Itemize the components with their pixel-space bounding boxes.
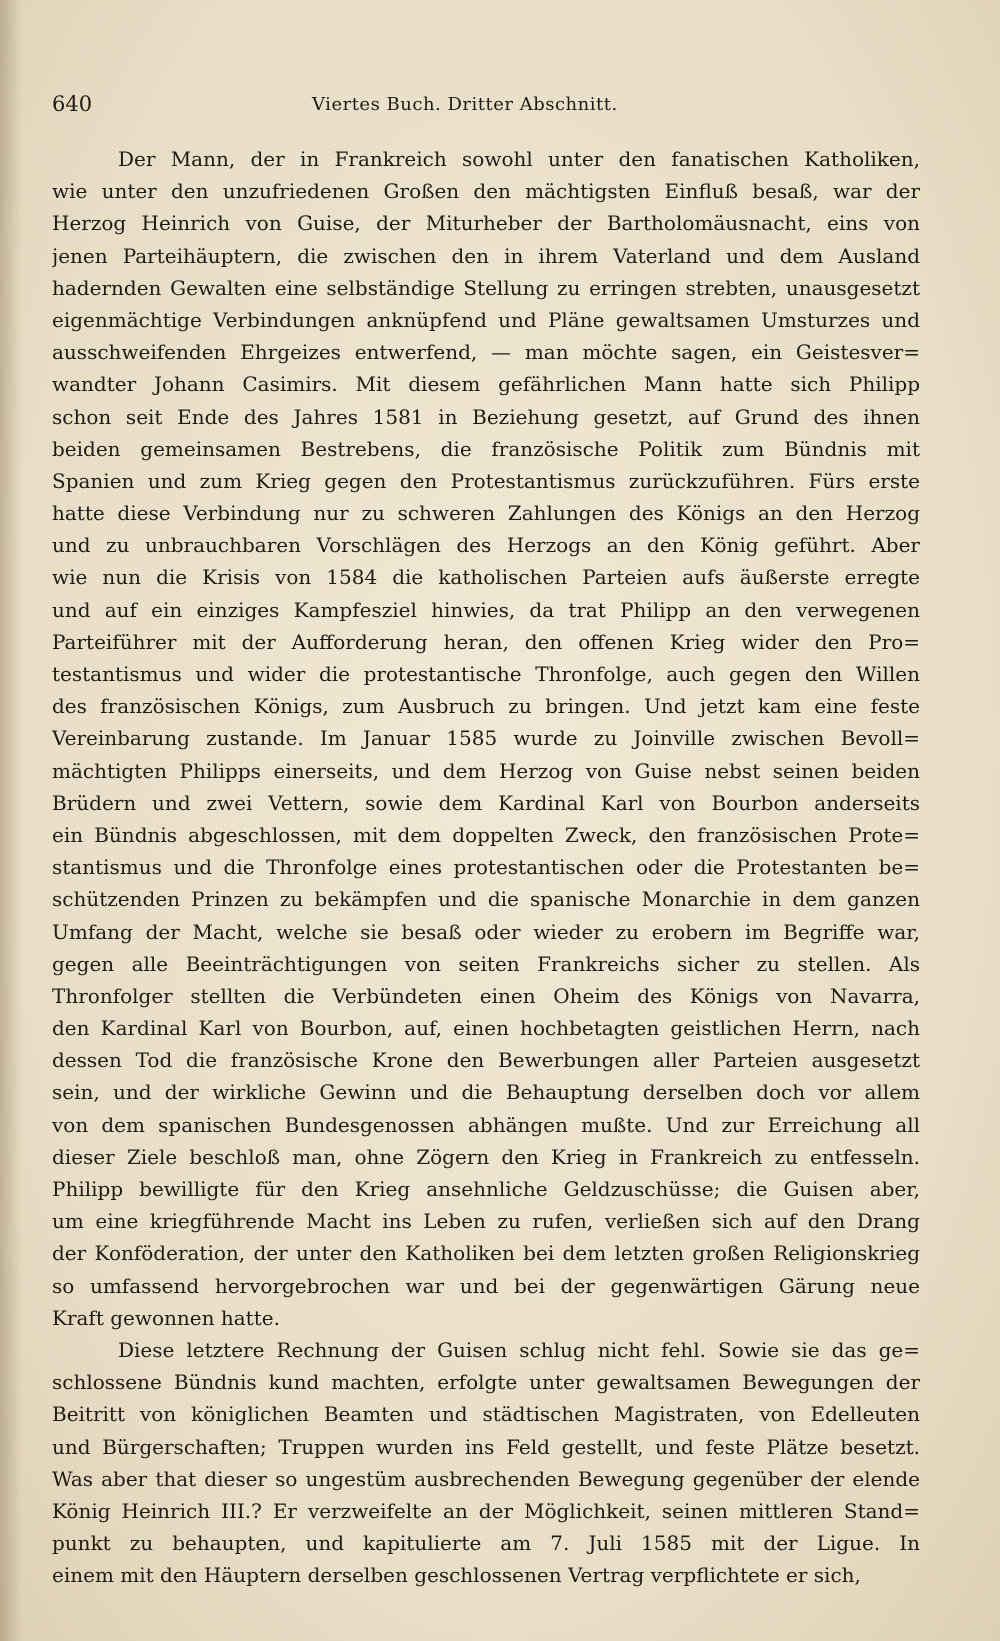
text-line: Umfang der Macht, welche sie besaß oder wieder zu erobern im Begriffe war, (52, 919, 920, 944)
text-line: dieser Ziele beschloß man, ohne Zögern den Krieg in Frankreich zu entfesseln. (52, 1144, 920, 1169)
text-line: Diese letztere Rechnung der Guisen schlug nicht fehl. Sowie sie das ge= (118, 1337, 920, 1362)
text-line: jenen Parteihäuptern, die zwischen den in ihrem Vaterland und dem Ausland (52, 243, 920, 268)
text-line: Der Mann, der in Frankreich sowohl unter den fanatischen Katholiken, (118, 147, 920, 171)
text-line: der Konföderation, der unter den Katholiken bei dem letzten großen Religionskrieg (52, 1241, 920, 1266)
text-line: Was aber that dieser so ungestüm ausbrechenden Bewegung gegenüber der elende (52, 1466, 920, 1491)
text-line: Thronfolger stellten die Verbündeten einen Oheim des Königs von Navarra, (52, 983, 920, 1008)
page-header (52, 92, 940, 124)
text-line: Beitritt von königlichen Beamten und städtischen Magistraten, von Edelleuten (52, 1402, 920, 1427)
text-line: König Heinrich III.? Er verzweifelte an der Möglichkeit, seinen mittleren Stand= (52, 1498, 920, 1523)
text-line: Herzog Heinrich von Guise, der Miturheber der Bartholomäusnacht, eins von (52, 211, 920, 236)
text-line: stantismus und die Thronfolge eines protestantischen oder die Protestanten be= (52, 855, 920, 880)
paragraph (52, 143, 920, 1334)
text-line: punkt zu behaupten, und kapitulierte am 7. Juli 1585 mit der Ligue. In (52, 1531, 920, 1556)
text-line: dessen Tod die französische Krone den Bewerbungen aller Parteien ausgesetzt (52, 1048, 920, 1073)
running-title: Viertes Buch. Dritter Abschnitt. (312, 94, 618, 115)
text-line: gegen alle Beeinträchtigungen von seiten Frankreichs sicher zu stellen. Als (52, 951, 920, 976)
text-line: einem mit den Häuptern derselben geschlossenen Vertrag verpflichtete er sich, (52, 1563, 861, 1588)
text-line: Spanien und zum Krieg gegen den Protestantismus zurückzuführen. Fürs erste (52, 468, 920, 493)
text-line: wie nun die Krisis von 1584 die katholischen Parteien aufs äußerste erregte (52, 565, 920, 590)
text-line: mächtigten Philipps einerseits, und dem Herzog von Guise nebst seinen beiden (52, 758, 920, 783)
text-line: Brüdern und zwei Vettern, sowie dem Kardinal Karl von Bourbon anderseits (52, 790, 920, 815)
text-line: von dem spanischen Bundesgenossen abhängen mußte. Und zur Erreichung all (52, 1112, 920, 1137)
text-line: ein Bündnis abgeschlossen, mit dem doppelten Zweck, den französischen Prote= (52, 822, 920, 847)
page-number: 640 (52, 92, 93, 116)
text-line: eigenmächtige Verbindungen anknüpfend und Pläne gewaltsamen Umsturzes und (52, 307, 920, 332)
text-line: schon seit Ende des Jahres 1581 in Beziehung gesetzt, auf Grund des ihnen (52, 404, 920, 429)
text-line: Parteiführer mit der Aufforderung heran, den offenen Krieg wider den Pro= (52, 629, 920, 654)
text-line: wandter Johann Casimirs. Mit diesem gefährlichen Mann hatte sich Philipp (52, 372, 920, 397)
text-line: hatte diese Verbindung nur zu schweren Zahlungen des Königs an den Herzog (52, 501, 920, 526)
text-line: ausschweifenden Ehrgeizes entwerfend, — man möchte sagen, ein Geistesver= (52, 340, 920, 365)
text-line: um eine kriegführende Macht ins Leben zu rufen, verließen sich auf den Drang (52, 1209, 920, 1234)
text-line: und zu unbrauchbaren Vorschlägen des Herzogs an den König geführt. Aber (52, 533, 920, 558)
text-line: wie unter den unzufriedenen Großen den mächtigsten Einfluß besaß, war der (52, 179, 920, 204)
text-line: sein, und der wirkliche Gewinn und die Behauptung derselben doch vor allem (52, 1080, 920, 1105)
text-line: so umfassend hervorgebrochen war und bei der gegenwärtigen Gärung neue (52, 1273, 920, 1298)
body-text (52, 143, 920, 1591)
text-line: hadernden Gewalten eine selbständige Stellung zu erringen strebten, unausgesetzt (52, 275, 920, 300)
text-line: und auf ein einziges Kampfesziel hinwies, da trat Philipp an den verwegenen (52, 597, 920, 622)
text-line: Philipp bewilligte für den Krieg ansehnliche Geldzuschüsse; die Guisen aber, (52, 1177, 920, 1201)
text-line: Vereinbarung zustande. Im Januar 1585 wurde zu Joinville zwischen Bevoll= (52, 726, 920, 751)
text-line: und Bürgerschaften; Truppen wurden ins Feld gestellt, und feste Plätze besetzt. (52, 1434, 920, 1459)
text-line: schützenden Prinzen zu bekämpfen und die spanische Monarchie in dem ganzen (52, 887, 920, 912)
text-line: Kraft gewonnen hatte. (52, 1305, 280, 1330)
text-line: des französischen Königs, zum Ausbruch zu bringen. Und jetzt kam eine feste (52, 694, 920, 719)
text-line: den Kardinal Karl von Bourbon, auf, einen hochbetagten geistlichen Herrn, nach (52, 1016, 920, 1041)
text-line: beiden gemeinsamen Bestrebens, die französische Politik zum Bündnis mit (52, 436, 920, 461)
text-line: testantismus und wider die protestantische Thronfolge, auch gegen den Willen (52, 662, 920, 686)
text-line: schlossene Bündnis kund machten, erfolgte unter gewaltsamen Bewegungen der (52, 1370, 920, 1395)
paragraph (52, 1334, 920, 1592)
